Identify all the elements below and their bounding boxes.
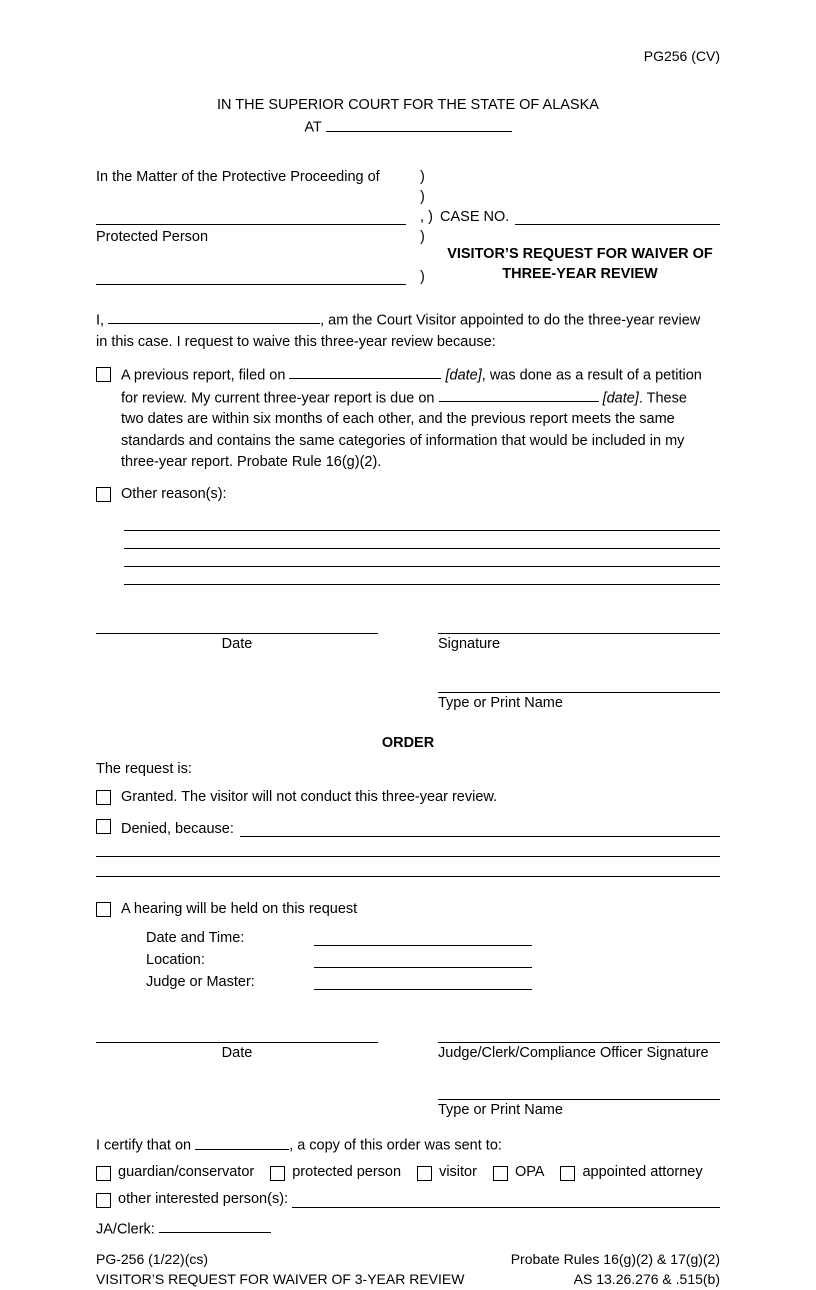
- checkbox-row-previous-report[interactable]: [96, 364, 720, 474]
- checkbox-denied[interactable]: [96, 819, 111, 834]
- footer-statute: AS 13.26.276 & .515(b): [573, 1271, 720, 1288]
- form-title-line2: THREE-YEAR REVIEW: [502, 266, 658, 282]
- prev-report-date-tag: [date]: [445, 367, 482, 384]
- write-in-line[interactable]: [124, 567, 720, 585]
- other-interested-person-label: other interested person(s):: [118, 1191, 289, 1208]
- visitor-date-label: Date: [221, 636, 253, 653]
- judge-print-name-blank[interactable]: [438, 1077, 720, 1100]
- caption-paren: ): [420, 169, 425, 186]
- footer-left: [96, 1249, 464, 1290]
- denied-reason-blank[interactable]: [240, 820, 720, 837]
- hearing-field-row: [146, 946, 720, 968]
- prev-report-t9: three-year report. Probate Rule 16(g)(2).: [121, 454, 382, 471]
- caption-paren: , ): [420, 209, 433, 226]
- visitor-date-blank[interactable]: [96, 611, 378, 634]
- previous-report-date-blank[interactable]: [289, 364, 441, 380]
- visitor-date-col: [96, 611, 378, 711]
- judge-date-col: [96, 1020, 378, 1118]
- court-heading-line1: IN THE SUPERIOR COURT FOR THE STATE OF ALASKA: [217, 97, 599, 113]
- intro-line2: in this case. I request to waive this three-year review because:: [96, 333, 496, 350]
- checkbox-guardian-conservator[interactable]: [96, 1166, 111, 1181]
- checkbox-row-other-reason[interactable]: [96, 484, 720, 505]
- judge-date-blank[interactable]: [96, 1020, 378, 1043]
- footer-form-number: PG-256 (1/22)(cs): [96, 1251, 209, 1268]
- checkbox-other-interested-person[interactable]: [96, 1193, 111, 1208]
- matter-line: In the Matter of the Protective Proceeding of: [96, 169, 380, 186]
- protected-person-label: Protected Person: [96, 229, 209, 246]
- hearing-section: [96, 899, 720, 990]
- court-location-blank[interactable]: [326, 116, 512, 132]
- checkbox-appointed-attorney[interactable]: [560, 1166, 575, 1181]
- order-heading: ORDER: [381, 735, 435, 752]
- case-no-blank[interactable]: [515, 209, 720, 225]
- form-title-line1: VISITOR’S REQUEST FOR WAIVER OF: [447, 246, 713, 263]
- intro-i-label: I,: [96, 312, 105, 329]
- checkbox-row-hearing[interactable]: [96, 899, 720, 920]
- hearing-date-time-blank[interactable]: [314, 929, 532, 946]
- at-label: AT: [304, 119, 322, 136]
- ja-clerk-label: JA/Clerk:: [96, 1221, 155, 1238]
- recipient-visitor: visitor: [439, 1164, 477, 1181]
- write-in-line[interactable]: [96, 837, 720, 857]
- due-date-tag: [date]: [602, 390, 639, 407]
- write-in-line[interactable]: [96, 857, 720, 877]
- hearing-fields: [146, 924, 720, 990]
- caption-row-matter: [96, 165, 720, 185]
- write-in-line[interactable]: [124, 513, 720, 531]
- ja-clerk-blank[interactable]: [159, 1218, 271, 1234]
- caption-row-blank2: [96, 245, 720, 284]
- prev-report-t3: , was done as a result of a petition: [481, 367, 702, 384]
- hearing-judge-blank[interactable]: [314, 973, 532, 990]
- visitor-signature-block: [96, 611, 720, 711]
- judge-signature-col: [438, 1020, 720, 1118]
- checkbox-hearing[interactable]: [96, 902, 111, 917]
- certificate-other-row: [96, 1189, 720, 1211]
- judge-signature-block: [96, 1020, 720, 1118]
- prev-report-t8: standards and contains the same categories of information that would be included in my: [121, 432, 685, 449]
- caption-paren: ): [420, 229, 425, 246]
- caption-row-name: [96, 205, 720, 225]
- case-no-line: [440, 209, 720, 225]
- caption-paren-close: ): [420, 268, 425, 285]
- hearing-field-row: [146, 968, 720, 990]
- other-reason-write-in-lines: [124, 513, 720, 585]
- certificate-of-service: [96, 1134, 720, 1241]
- hearing-location-blank[interactable]: [314, 951, 532, 968]
- write-in-line[interactable]: [124, 531, 720, 549]
- court-heading: [96, 94, 720, 139]
- other-interested-person-blank[interactable]: [292, 1193, 720, 1208]
- page-footer: [96, 1249, 720, 1290]
- prev-report-t1: A previous report, filed on: [121, 367, 286, 384]
- visitor-print-name-label: Type or Print Name: [438, 695, 563, 712]
- checkbox-other-reason[interactable]: [96, 487, 111, 502]
- checkbox-visitor[interactable]: [417, 1166, 432, 1181]
- court-heading-line2: [96, 116, 720, 139]
- caption-row-blank1: [96, 185, 720, 205]
- caption-paren: ): [420, 189, 425, 206]
- recipient-opa: OPA: [514, 1164, 545, 1181]
- prev-report-t7: two dates are within six months of each other, and the previous report meets the same: [121, 411, 675, 428]
- checkbox-granted[interactable]: [96, 790, 111, 805]
- prev-report-t6: . These: [638, 390, 687, 407]
- judge-print-name-label: Type or Print Name: [438, 1102, 563, 1119]
- certificate-line1: [96, 1134, 720, 1157]
- write-in-line[interactable]: [124, 549, 720, 567]
- current-report-due-blank[interactable]: [439, 387, 599, 403]
- checkbox-previous-report[interactable]: [96, 367, 111, 382]
- checkbox-protected-person[interactable]: [270, 1166, 285, 1181]
- recipient-guardian-conservator: guardian/conservator: [118, 1164, 255, 1181]
- hearing-judge-label: Judge or Master:: [146, 974, 255, 991]
- recipient-protected-person: protected person: [292, 1164, 402, 1181]
- footer-form-title: VISITOR’S REQUEST FOR WAIVER OF 3-YEAR REVIEW: [96, 1271, 465, 1288]
- ja-clerk-line: [96, 1218, 720, 1241]
- denied-extra-lines: [96, 837, 720, 877]
- checkbox-opa[interactable]: [493, 1166, 508, 1181]
- visitor-signature-label: Signature: [438, 636, 501, 653]
- prev-report-t4: for review. My current three-year report is due on: [121, 390, 435, 407]
- caption-row-protected-label: [96, 225, 720, 245]
- hearing-location-label: Location:: [146, 952, 205, 969]
- previous-report-text: [121, 364, 720, 474]
- certificate-date-blank[interactable]: [195, 1134, 289, 1150]
- judge-signature-blank[interactable]: [438, 1020, 720, 1043]
- case-no-label: CASE NO.: [440, 209, 510, 226]
- visitor-print-name-blank[interactable]: [438, 670, 720, 693]
- intro-paragraph: [96, 309, 720, 354]
- caption-block: [96, 165, 720, 284]
- certificate-recipients-row: [96, 1162, 720, 1184]
- visitor-name-blank[interactable]: [108, 309, 320, 325]
- protected-person-name-blank[interactable]: [96, 205, 406, 225]
- request-is-label: The request is:: [96, 761, 192, 778]
- checkbox-row-granted[interactable]: [96, 787, 720, 808]
- visitor-signature-blank[interactable]: [438, 611, 720, 634]
- intro-after-name: , am the Court Visitor appointed to do the three-year review: [320, 312, 701, 329]
- footer-rules: Probate Rules 16(g)(2) & 17(g)(2): [510, 1251, 720, 1268]
- hearing-date-time-label: Date and Time:: [146, 930, 245, 947]
- form-code: PG256 (CV): [643, 48, 720, 64]
- checkbox-row-denied[interactable]: [96, 819, 720, 837]
- certify-prefix: I certify that on: [96, 1137, 192, 1154]
- recipient-appointed-attorney: appointed attorney: [582, 1164, 703, 1181]
- certify-suffix: , a copy of this order was sent to:: [289, 1137, 502, 1154]
- caption-bottom-rule: [96, 265, 406, 285]
- visitor-signature-col: [438, 611, 720, 711]
- granted-label: Granted. The visitor will not conduct this three-year review.: [121, 789, 498, 806]
- footer-right: [511, 1249, 720, 1290]
- hearing-label: A hearing will be held on this request: [121, 900, 358, 917]
- denied-label: Denied, because:: [121, 820, 234, 837]
- other-reason-label: Other reason(s):: [121, 485, 227, 502]
- judge-signature-label: Judge/Clerk/Compliance Officer Signature: [438, 1045, 709, 1062]
- hearing-field-row: [146, 924, 720, 946]
- judge-date-label: Date: [221, 1045, 253, 1062]
